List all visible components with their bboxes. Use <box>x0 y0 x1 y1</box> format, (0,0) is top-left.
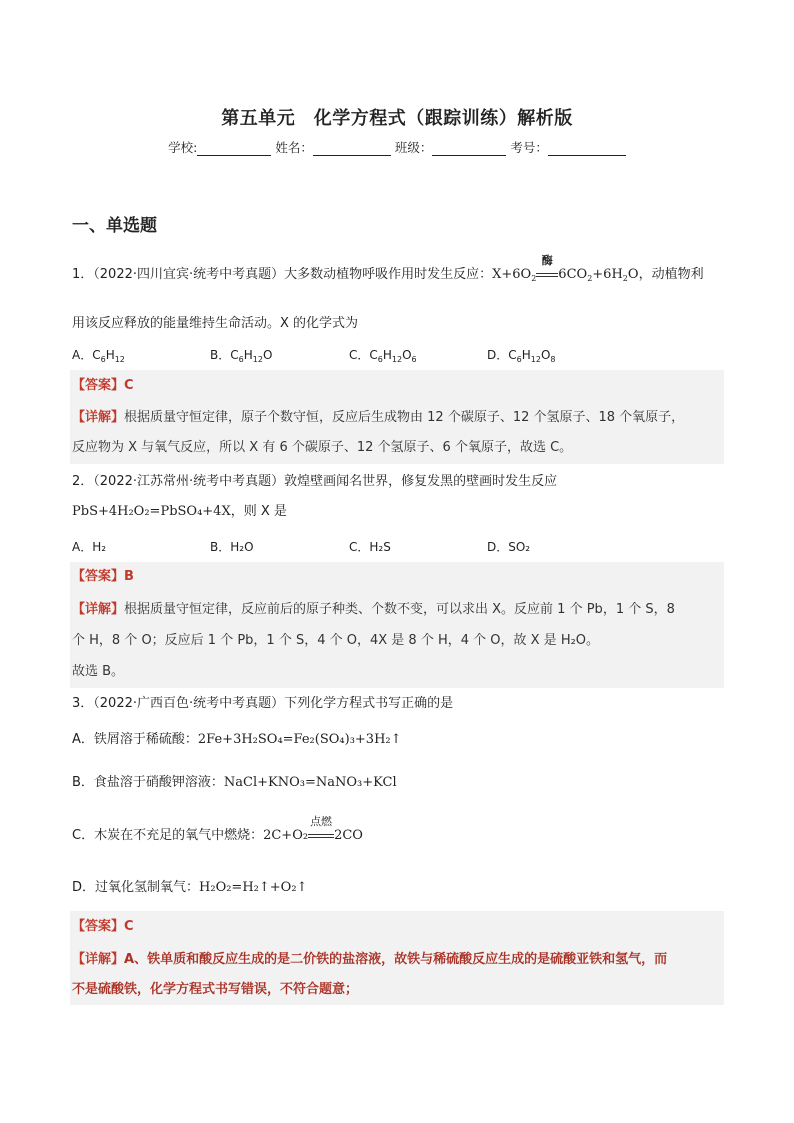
school-label: 学校: <box>168 140 198 155</box>
q2-stem-line1: 2．（2022·江苏常州·统考中考真题）敦煌壁画闻名世界，修复发黑的壁画时发生反应 <box>72 474 558 489</box>
class-label: 班级： <box>394 140 433 155</box>
q3-detail-line1: 【详解】A、铁单质和酸反应生成的是二价铁的盐溶液，故铁与稀硫酸反应生成的是硫酸亚铁和氢气，而 <box>72 952 668 967</box>
exam-no-label: 考号： <box>510 140 548 155</box>
name-blank[interactable] <box>313 141 391 156</box>
q3-answer: 【答案】C <box>72 919 134 934</box>
q3-option-a[interactable]: A．铁屑溶于稀硫酸：2Fe+3H₂SO₄=Fe₂(SO₄)₃+3H₂↑ <box>72 732 402 747</box>
section-heading: 一、单选题 <box>72 216 157 236</box>
q2-option-c[interactable]: C．H₂S <box>349 540 391 554</box>
q1-option-b[interactable]: B．$C_6H_{12}O$ <box>210 348 273 364</box>
q1-detail-line2: 反应物为 X 与氧气反应，所以 X 有 6 个碳原子、12 个氢原子、6 个氧原子，故选 C。 <box>72 440 573 455</box>
q1-option-c[interactable]: C．$C_6H_{12}O_6$ <box>349 348 417 364</box>
q1-option-d[interactable]: D．$C_6H_{12}O_8$ <box>487 348 556 364</box>
q2-detail-line1: 【详解】根据质量守恒定律，反应前后的原子种类、个数不变，可以求出 X。反应前 1 个 Pb，1 个 S，8 <box>72 602 675 617</box>
q1-option-a[interactable]: A．$C_6H_{12}$ <box>72 348 125 364</box>
q2-answer-box <box>70 562 724 688</box>
q1-suffix: ，动植物利 <box>638 267 704 282</box>
q3-option-d[interactable]: D．过氧化氢制氧气：H₂O₂=H₂↑+O₂↑ <box>72 880 308 895</box>
q2-equation: PbS+4H₂O₂=PbSO₄+4X <box>72 504 231 519</box>
q3-option-c[interactable]: C．木炭在不充足的氧气中燃烧：2C+O₂ 点燃 2CO <box>72 815 363 843</box>
name-label: 姓名： <box>275 140 313 155</box>
document-title: 第五单元 化学方程式（跟踪训练）解析版 <box>221 108 573 129</box>
q3-option-b[interactable]: B．食盐溶于硝酸钾溶液：NaCl+KNO₃=NaNO₃+KCl <box>72 775 397 790</box>
school-blank[interactable] <box>197 141 271 156</box>
exam-no-blank[interactable] <box>548 141 626 156</box>
q3-stem: 3．（2022·广西百色·统考中考真题）下列化学方程式书写正确的是 <box>72 696 454 711</box>
class-blank[interactable] <box>432 141 506 156</box>
student-info-line <box>0 138 794 156</box>
q2-detail-line3: 故选 B。 <box>72 664 125 679</box>
q1-detail-line1: 【详解】根据质量守恒定律，原子个数守恒，反应后生成物由 12 个碳原子、12 个氢原子、18 个氧原子， <box>72 410 685 425</box>
q2-answer: 【答案】B <box>72 569 134 584</box>
q2-option-d[interactable]: D．SO₂ <box>487 540 531 554</box>
q1-stem-line2: 用该反应释放的能量维持生命活动。X 的化学式为 <box>72 316 359 331</box>
q1-stem-line1 <box>72 254 704 285</box>
q1-equation: $X+6O_2$ 酶 $6CO_2+6H_2O$ <box>492 254 639 283</box>
q2-stem-line2: PbS+4H₂O₂=PbSO₄+4X，则 X 是 <box>72 504 287 519</box>
q1-prefix: 1．（2022·四川宜宾·统考中考真题）大多数动植物呼吸作用时发生反应： <box>72 267 493 282</box>
q2-option-b[interactable]: B．H₂O <box>210 540 254 554</box>
q1-answer: 【答案】C <box>72 378 134 393</box>
q2-detail-line2: 个 H，8 个 O；反应后 1 个 Pb，1 个 S，4 个 O，4X 是 8 个 H，4 个 O，故 X 是 H₂O。 <box>72 633 600 648</box>
q3-detail-line2: 不是硫酸铁，化学方程式书写错误，不符合题意； <box>72 982 359 997</box>
q2-option-a[interactable]: A．H₂ <box>72 540 107 554</box>
